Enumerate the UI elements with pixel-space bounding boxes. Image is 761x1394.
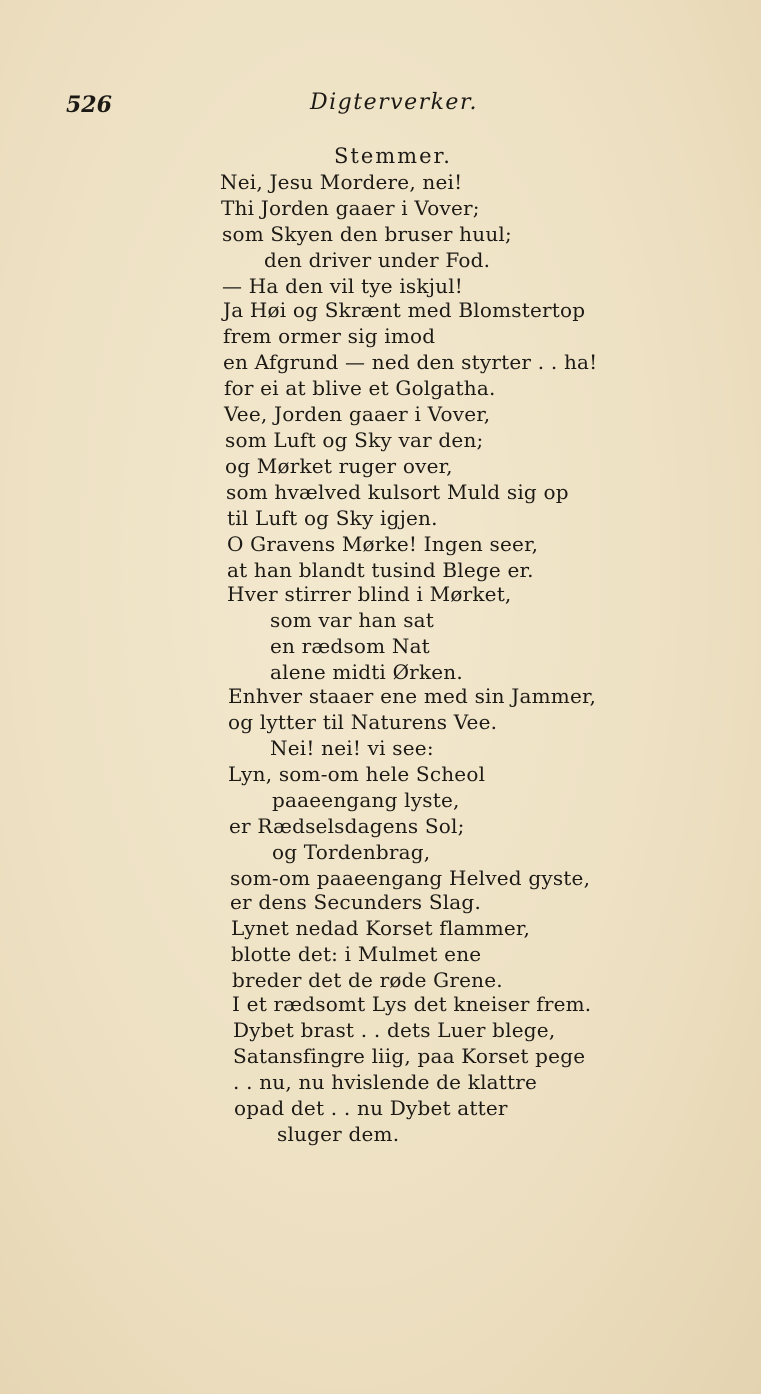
poem-line: for ei at blive et Golgatha. bbox=[224, 376, 496, 400]
poem-line: Lynet nedad Korset flammer, bbox=[231, 916, 531, 940]
poem-line: en Afgrund — ned den styrter . . ha! bbox=[223, 350, 598, 374]
poem-line: I et rædsomt Lys det kneiser frem. bbox=[232, 992, 592, 1016]
poem-line: Enhver staaer ene med sin Jammer, bbox=[228, 684, 597, 708]
poem-line: Ja Høi og Skrænt med Blomstertop bbox=[223, 298, 586, 322]
poem-title: Stemmer. bbox=[334, 144, 452, 168]
poem-line: Satansfingre liig, paa Korset pege bbox=[233, 1044, 586, 1068]
poem-line: blotte det: i Mulmet ene bbox=[231, 942, 482, 966]
poem-line: til Luft og Sky igjen. bbox=[227, 506, 438, 530]
poem-line: den driver under Fod. bbox=[264, 248, 491, 272]
poem-line: Hver stirrer blind i Mørket, bbox=[227, 582, 512, 606]
poem-line: frem ormer sig imod bbox=[223, 324, 436, 348]
poem-line: — Ha den vil tye iskjul! bbox=[222, 274, 464, 298]
poem-line: og Mørket ruger over, bbox=[225, 454, 453, 478]
page-number: 526 bbox=[66, 92, 112, 118]
poem-line: som-om paaeengang Helved gyste, bbox=[230, 866, 591, 890]
poem-line: sluger dem. bbox=[277, 1122, 400, 1146]
poem-line: og Tordenbrag, bbox=[272, 840, 431, 864]
poem-line: som Luft og Sky var den; bbox=[225, 428, 484, 452]
poem-line: er dens Secunders Slag. bbox=[230, 890, 481, 914]
poem-line: paaeengang lyste, bbox=[272, 788, 460, 812]
poem-line: Dybet brast . . dets Luer blege, bbox=[233, 1018, 556, 1042]
poem-line: Vee, Jorden gaaer i Vover, bbox=[224, 402, 491, 426]
poem-line: Nei, Jesu Mordere, nei! bbox=[220, 170, 463, 194]
poem-line: som hvælved kulsort Muld sig op bbox=[226, 480, 569, 504]
poem-line: Thi Jorden gaaer i Vover; bbox=[221, 196, 480, 220]
poem-line: at han blandt tusind Blege er. bbox=[227, 558, 534, 582]
poem-line: breder det de røde Grene. bbox=[232, 968, 503, 992]
poem-line: som Skyen den bruser huul; bbox=[222, 222, 512, 246]
running-head: Digterverker. bbox=[310, 90, 479, 115]
poem-line: alene midti Ørken. bbox=[270, 660, 463, 684]
poem-line: en rædsom Nat bbox=[270, 634, 430, 658]
poem-line: opad det . . nu Dybet atter bbox=[234, 1096, 508, 1120]
poem-line: . . nu, nu hvislende de klattre bbox=[233, 1070, 538, 1094]
poem-line: Nei! nei! vi see: bbox=[270, 736, 434, 760]
poem-line: som var han sat bbox=[270, 608, 435, 632]
poem-line: er Rædselsdagens Sol; bbox=[229, 814, 465, 838]
poem-line: og lytter til Naturens Vee. bbox=[228, 710, 498, 734]
poem-line: Lyn, som-om hele Scheol bbox=[228, 762, 486, 786]
poem-line: O Gravens Mørke! Ingen seer, bbox=[227, 532, 539, 556]
